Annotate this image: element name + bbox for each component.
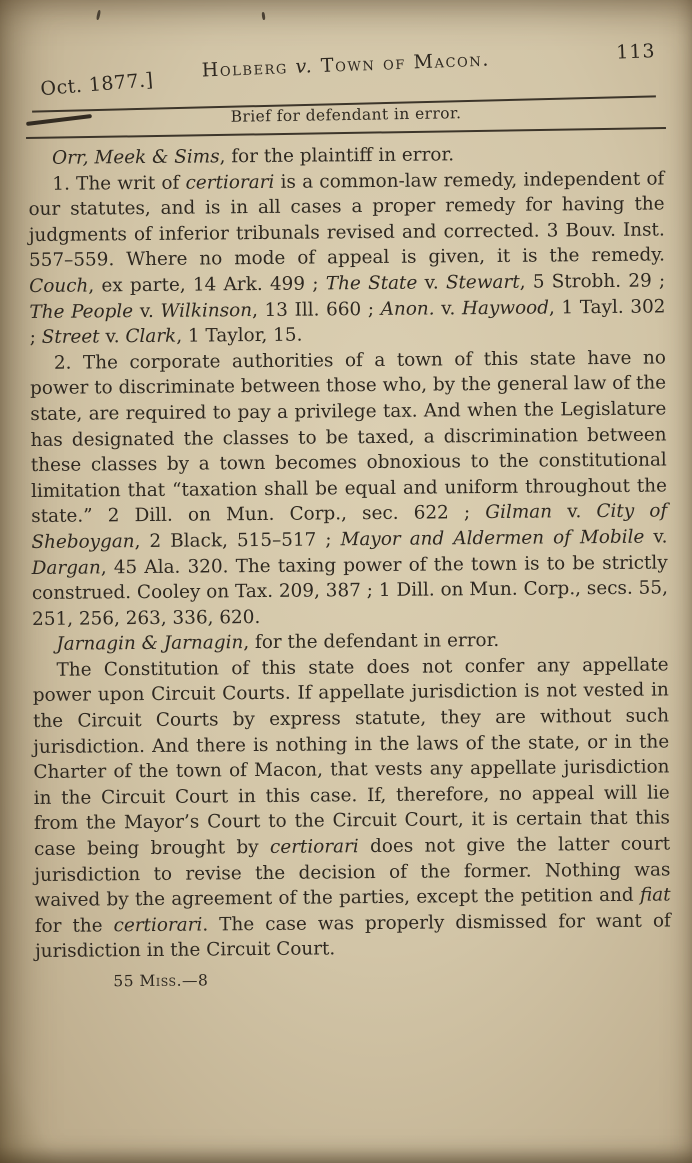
text-segment: certiorari (113, 914, 203, 937)
text-segment: , ex parte, 14 Ark. 499 ; (88, 273, 326, 297)
page-header (29, 36, 662, 104)
text-segment: . The case was properly dismissed for want of jurisdiction in the Circuit Court. (34, 910, 671, 963)
case-title-versus: v. (295, 55, 314, 78)
text-segment: , for the defendant in error. (243, 630, 500, 654)
text-segment: does not give the latter court jurisdiction to revise the decision of the former. Nothing was waived by the agreement of the parties, except the petition and (34, 833, 671, 912)
signature-footer: 55 Miss.—8 (113, 971, 209, 991)
text-segment: fiat (639, 884, 671, 906)
text-segment: , 13 Ill. 660 ; (251, 298, 381, 321)
text-segment: v. (551, 501, 597, 523)
paragraph (28, 166, 666, 351)
text-segment: 1. The writ of (52, 172, 186, 195)
text-segment: Clark (125, 325, 177, 348)
text-segment: The Constitution of this state does not confer any appellate power upon Circuit Courts. If appellate jurisdiction is not vested in the Circuit Courts by express statute, they are without such jurisdiction. And there is nothing in the laws of the state, or in the Charter of the town of Macon, that vests any appellate jurisdiction in the Circuit Court in this case. If, therefore, no appeal will lie from the Mayor’s Court to the Circuit Court, it is certain that this case being brought by (32, 654, 670, 861)
text-segment: Street (41, 326, 100, 349)
case-title-left: Holberg (201, 55, 296, 82)
case-title-right: Town of Macon. (312, 48, 491, 78)
text-segment: , 1 Tayl. 302 ; (29, 296, 666, 349)
text-segment: , 2 Black, 515–517 ; (134, 529, 341, 552)
text-segment: Mayor and Aldermen of Mobile (340, 526, 645, 551)
page-body (28, 140, 671, 995)
text-segment: v. (133, 300, 161, 322)
text-segment: Dargan (31, 556, 101, 579)
text-segment: , 1 Taylor, 15. (176, 324, 303, 347)
text-segment: , for the plaintiff in error. (219, 144, 455, 168)
text-segment: Stewart (445, 271, 520, 294)
text-segment: The State (325, 272, 418, 295)
paragraph (30, 345, 668, 632)
text-segment: certiorari (185, 171, 275, 194)
text-segment: Haywood (461, 297, 550, 319)
text-segment: v. (644, 526, 668, 548)
text-segment: City of Sheboygan (31, 500, 668, 553)
text-segment: , 45 Ala. 320. The taxing power of the town is to be strictly construed. Cooley on Tax. 209, 387 ; 1 Dill. on Mun. Corp., secs. 55, 251, 256, 263, 336, 620. (31, 551, 668, 630)
text-segment: v. (434, 297, 462, 320)
text-segment: v. (99, 326, 126, 348)
paragraph (32, 652, 671, 965)
text-segment: Couch (29, 275, 89, 297)
text-segment: Orr, Meek & Sims (52, 146, 220, 169)
text-segment: Wilkinson (160, 299, 253, 322)
case-title (30, 42, 662, 88)
text-segment: 2. The corporate authorities of a town of this state have no power to discriminate between those who, by the general law of the state, are required to pay a privilege tax. And when the Legislature has designated the classes to be taxed, a discrimination between these classes by a town becomes obnoxious to the constitutional limitation that “taxation shall be equal and uniform throughout the state.” 2 Dill. on Mun. Corp., sec. 622 ; (30, 347, 668, 528)
running-head: Brief for defendant in error. (230, 104, 462, 126)
date-label: Oct. 1877.] (39, 68, 155, 101)
text-segment: Anon. (380, 298, 435, 320)
text-segment: v. (417, 272, 446, 294)
scan-speck (261, 12, 265, 20)
scan-speck (96, 10, 101, 20)
text-segment: Jarnagin & Jarnagin (56, 632, 244, 656)
horizontal-rule-bottom (26, 127, 666, 139)
text-segment: , 5 Strobh. 29 ; (519, 270, 666, 293)
text-segment: is a common-law remedy, independent of our statutes, and is in all cases a proper remedy for having the judgments of inferior tribunals revised and corrected. 3 Bouv. Inst. 557–559. Where no mode of appeal is given, it is the remedy. (28, 168, 666, 272)
text-segment: certiorari (269, 836, 359, 858)
text-segment: for the (34, 915, 114, 937)
page-number: 113 (615, 40, 656, 64)
text-segment: The People (29, 300, 134, 323)
text-segment: Gilman (485, 501, 553, 524)
